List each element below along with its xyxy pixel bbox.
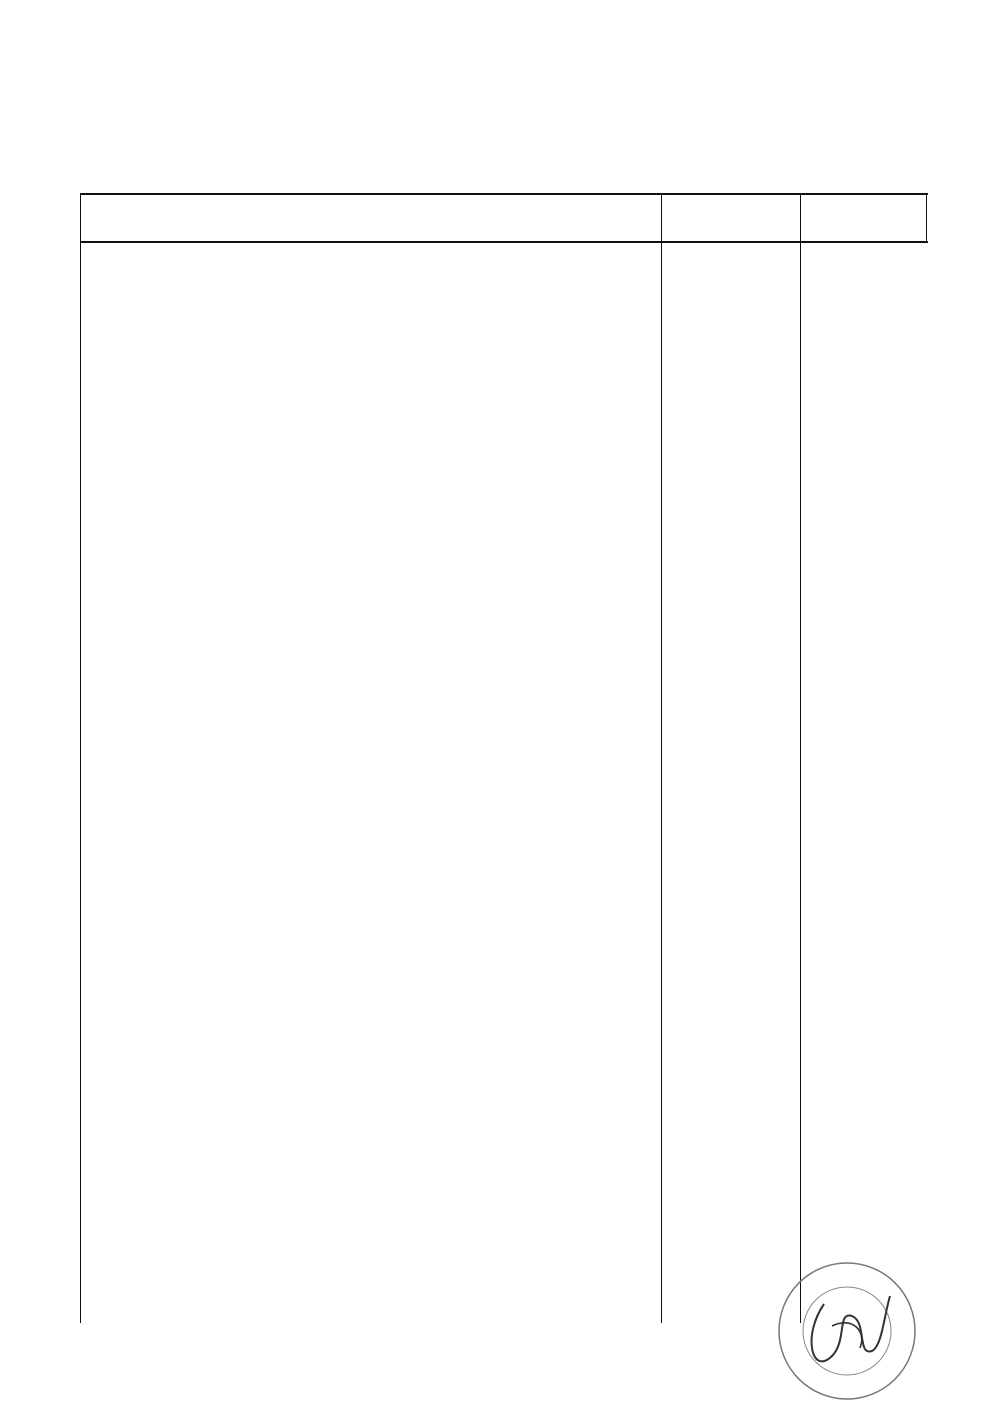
column-divider bbox=[80, 193, 81, 1323]
column-divider bbox=[661, 193, 662, 1323]
allegato-header bbox=[912, 74, 920, 102]
column-divider bbox=[800, 193, 801, 1323]
balance-sheet-table bbox=[80, 193, 928, 1323]
header-year-2021 bbox=[661, 193, 800, 241]
header-year-2020 bbox=[800, 193, 928, 241]
official-seal-stamp bbox=[772, 1256, 922, 1406]
header-description bbox=[80, 193, 661, 241]
